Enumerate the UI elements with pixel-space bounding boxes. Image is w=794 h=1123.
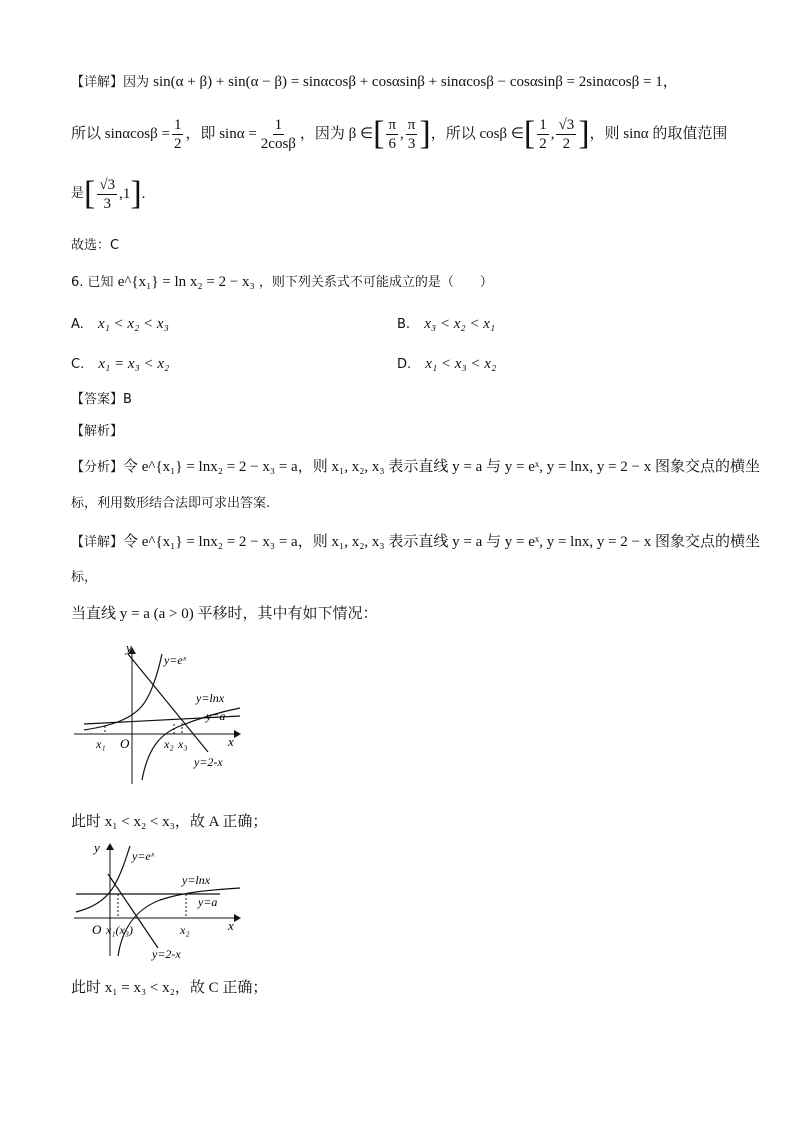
case2-text: [71, 978, 267, 999]
case-intro-text: 当直线 y = a (a > 0) 平移时，其中有如下情况：: [71, 606, 378, 622]
fraction-half: [172, 116, 184, 153]
analysis-label: 【解析】: [71, 424, 124, 439]
text-segment: 是: [71, 186, 85, 201]
bracket-right: ]: [419, 115, 431, 152]
option-letter: B.: [397, 317, 411, 332]
fenxi-text: 令 e^{x₁} = lnx₂ = 2 − x₃ = a，则 x₁, x₂, x₃ 表示直线 y = a 与 y = eˣ, y = lnx, y = 2 − x 图象交点的横坐: [123, 459, 761, 475]
label-ex: y=eˣ: [164, 653, 187, 667]
label-line: y=2-x: [194, 755, 223, 769]
option-text: x₁ < x₂ < x₃: [97, 316, 169, 332]
origin-label: O: [92, 922, 102, 937]
xiangjie-line2: 标，: [71, 570, 98, 585]
curve-ex: [84, 654, 162, 730]
fraction: [556, 116, 576, 153]
curve-lnx: [118, 888, 240, 956]
bracket-left: [: [84, 175, 96, 212]
fraction-numerator: 1: [274, 116, 283, 133]
graph-case2: [70, 838, 250, 964]
option-a: [71, 314, 169, 335]
xiangjie-line1: [71, 532, 760, 553]
option-text: x₃ < x₂ < x₁: [424, 316, 496, 332]
fraction-sina: [259, 116, 298, 153]
fraction-denominator: 2: [173, 135, 182, 152]
fraction-denominator: 6: [388, 135, 396, 152]
fraction-numerator: π: [388, 116, 397, 133]
fraction: [386, 116, 398, 153]
bracket-right: ]: [578, 115, 590, 152]
text-segment: ,1: [119, 186, 131, 202]
label-lnx: y=lnx: [196, 691, 225, 705]
text-segment: ，即 sinα =: [185, 126, 257, 142]
fenxi-line1: [71, 457, 760, 478]
q5-detail-line1: [71, 72, 678, 93]
fraction-numerator: 1: [173, 116, 182, 133]
option-b: [397, 314, 495, 335]
text-segment: ，因为 β ∈: [299, 126, 374, 142]
answer-label: 【答案】: [71, 392, 124, 407]
option-d: [397, 354, 496, 375]
x1-label: x₁: [96, 737, 106, 751]
bracket-right: ]: [130, 175, 142, 212]
answer-line: [71, 390, 132, 410]
label-ex: y=eˣ: [132, 849, 155, 863]
fraction-denominator: 2cosβ: [260, 135, 296, 152]
x1x3-label: x₁(x₃): [106, 923, 133, 937]
detail-prefix: 因为: [123, 75, 150, 90]
option-letter: A.: [71, 317, 84, 332]
x2-label: x₂: [180, 923, 190, 937]
stem-equation: e^{x₁} = ln x₂ = 2 − x₃: [117, 274, 255, 290]
detail-equation: sin(α + β) + sin(α − β) = sinαcosβ + cosαsinβ + sinαcosβ − cosαsinβ = 2sinαcosβ = 1，: [153, 74, 678, 90]
x-axis-label: x: [228, 734, 234, 749]
fenxi-line2: 标，利用数形结合法即可求出答案.: [71, 496, 271, 511]
q5-detail-line3: [71, 172, 145, 216]
xiangjie-label: 【详解】: [71, 535, 124, 550]
option-text: x₁ < x₃ < x₂: [425, 356, 497, 372]
curve-ex: [76, 846, 130, 912]
y-axis-label: y: [126, 640, 132, 655]
fraction-numerator: √3: [99, 176, 116, 193]
q5-detail-line2: 所以 sinαcosβ = $\frac{1}{2}$ ，即 sinα = $\frac{1}{2\cos\beta}$ ，因为 β ∈ [ $\frac{\pi}{6}$ , $\frac{\pi}{3}$ ] ，所以 cosβ ∈ [ $\frac{1}{2}$ , $\frac{√3}{2}$ ] ，则 sinα 的取值范围: [71, 115, 728, 152]
fraction-denominator: 3: [407, 135, 416, 152]
label-lnx: y=lnx: [182, 873, 211, 887]
stem-suffix: ，则下列关系式不可能成立的是（ ）: [258, 275, 493, 290]
answer-value: B: [123, 392, 132, 407]
q5-choice: 故选：C: [71, 238, 120, 253]
case-intro: [71, 604, 377, 625]
bracket-left: [: [373, 115, 385, 152]
option-c: [71, 354, 169, 375]
case1-statement: 此时 x₁ < x₂ < x₃，故 A 正确；: [71, 814, 268, 830]
x2-label: x₂: [164, 737, 174, 751]
text-segment: ，则 sinα 的取值范围: [589, 126, 728, 142]
fraction: [97, 176, 117, 213]
stem-prefix: 6. 已知: [71, 275, 114, 290]
x3-label: x₃: [178, 737, 188, 751]
option-letter: C.: [71, 357, 85, 372]
case2-statement: 此时 x₁ = x₃ < x₂，故 C 正确；: [71, 980, 268, 996]
fenxi-label: 【分析】: [71, 460, 124, 475]
bracket-left: [: [523, 115, 536, 152]
y-axis-label: y: [94, 840, 100, 855]
fraction-denominator: 2: [562, 135, 571, 152]
case1-text: [71, 812, 267, 833]
text-segment: ，所以 cosβ ∈: [430, 126, 524, 142]
detail-label: 【详解】: [71, 75, 124, 90]
fraction: [406, 116, 418, 153]
fraction-numerator: π: [407, 116, 416, 133]
fraction-denominator: 3: [103, 195, 111, 212]
label-a: y=a: [198, 895, 218, 909]
xiangjie-text: 令 e^{x₁} = lnx₂ = 2 − x₃ = a，则 x₁, x₂, x₃ 表示直线 y = a 与 y = eˣ, y = lnx, y = 2 − x 图象交点的横坐: [123, 534, 761, 550]
option-text: x₁ = x₃ < x₂: [98, 356, 170, 372]
fraction-numerator: √3: [558, 116, 575, 133]
graph-case1: [70, 638, 250, 788]
option-letter: D.: [397, 357, 412, 372]
q6-stem: [71, 272, 493, 293]
origin-label: O: [120, 736, 130, 751]
label-line: y=2-x: [152, 947, 181, 961]
fraction-numerator: 1: [539, 116, 547, 133]
label-a: y=a: [206, 709, 226, 723]
fraction-denominator: 2: [539, 135, 547, 152]
text-segment: .: [141, 186, 146, 202]
fraction: [537, 116, 549, 153]
text-segment: 所以 sinαcosβ =: [71, 126, 170, 142]
x-axis-label: x: [228, 918, 234, 933]
